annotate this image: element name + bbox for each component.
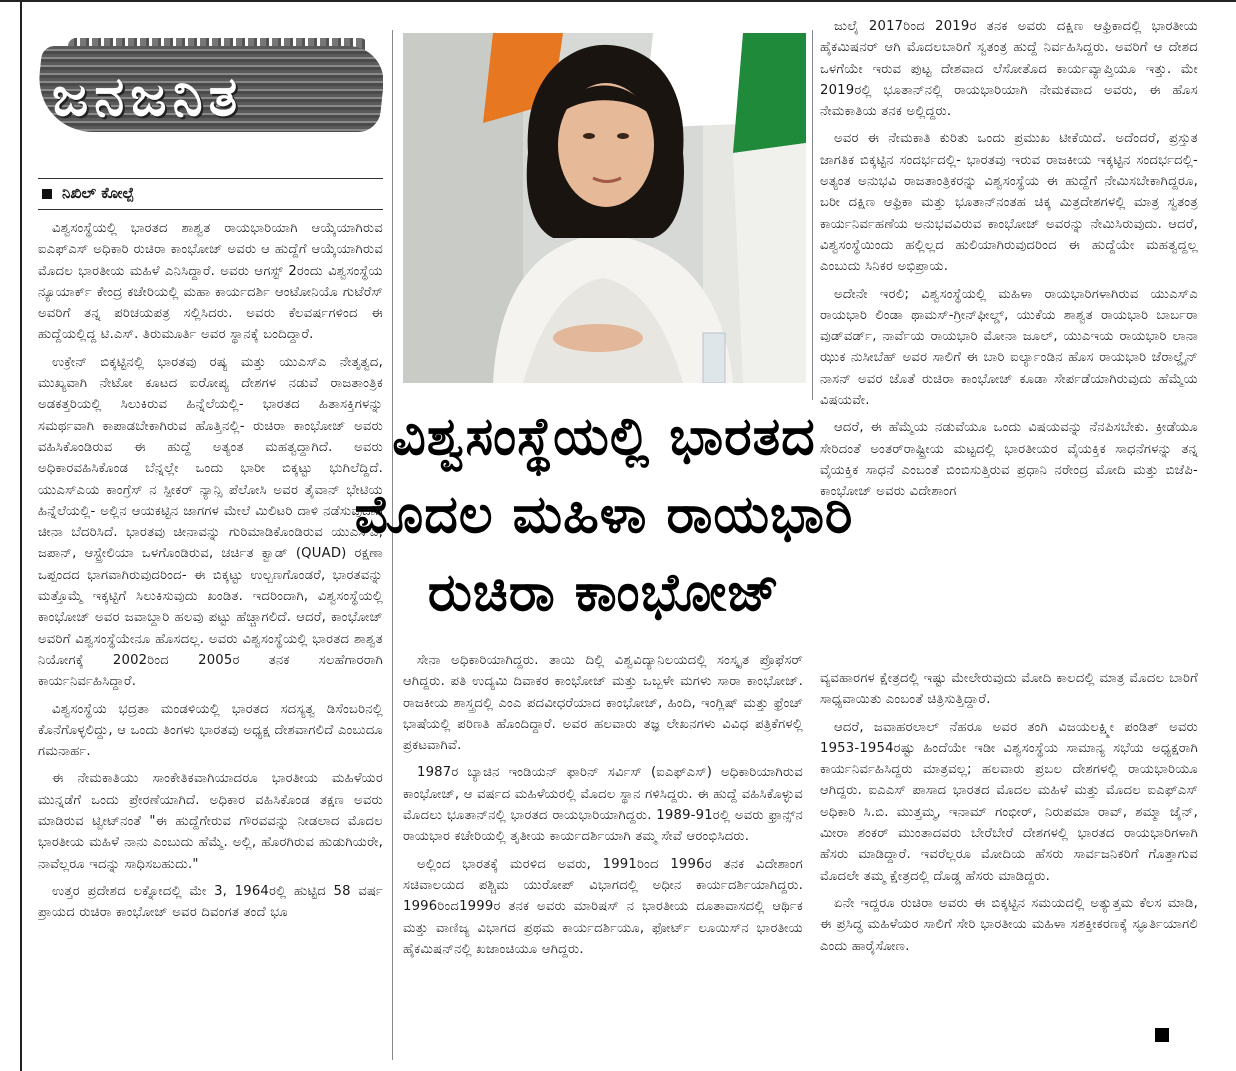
byline-bullet — [42, 189, 52, 199]
paragraph: ಜುಲೈ 2017ರಿಂದ 2019ರ ತನಕ ಅವರು ದಕ್ಷಿಣ ಆಫ್ರಿಕಾದಲ್ಲಿ ಭಾರತೀಯ ಹೈಕಮಿಷನರ್ ಆಗಿ ಮೊದಲಬಾರಿಗೆ ಸ್ವತಂತ್ರ ಹುದ್ದೆ ನಿರ್ವಹಿಸಿದ್ದರು. ಅವರಿಗೆ ಆ ದೇಶದ ಒಳಗೆಯೇ ಇರುವ ಪುಟ್ಟ ದೇಶವಾದ ಲೆಸೋತೊದ ಕಾರ್ಯವ್ಯಾಪ್ತಿಯೂ ಇತ್ತು. ಮೇ 2019ರಲ್ಲಿ ಭೂತಾನ್‌ನಲ್ಲಿ ರಾಯಭಾರಿಯಾಗಿ ನೇಮಕವಾದ ಅವರು, ಈ ಹೊಸ ನೇಮಕಾತಿಯ ತನಕ ಅಲ್ಲಿದ್ದರು. — [820, 19, 1198, 120]
left-border — [20, 0, 22, 1071]
paragraph: ಏನೇ ಇದ್ದರೂ ರುಚಿರಾ ಅವರು ಈ ಬಿಕ್ಕಟ್ಟಿನ ಸಮಯದಲ್ಲಿ ಅತ್ಯುತ್ತಮ ಕೆಲಸ ಮಾಡಿ, ಈ ಪ್ರಸಿದ್ಧ ಮಹಿಳೆಯರ ಸಾಲಿಗೆ ಸೇರಿ ಭಾರತೀಯ ಮಹಿಳಾ ಸಶಕ್ತೀಕರಣಕ್ಕೆ ಸ್ಫೂರ್ತಿಯಾಗಲಿ ಎಂದು ಹಾರೈಸೋಣ. — [820, 895, 1198, 954]
author-name: ನಿಖಿಲ್ ಕೋಲ್ಪೆ — [62, 184, 134, 202]
paragraph: ವಿಶ್ವಸಂಸ್ಥೆಯ ಭದ್ರತಾ ಮಂಡಳಿಯಲ್ಲಿ ಭಾರತದ ಸದಸ್ಯತ್ವ ಡಿಸೆಂಬರಿನಲ್ಲಿ ಕೊನೆಗೊಳ್ಳಲಿದ್ದು, ಆ ಒಂದು ತಿಂಗಳು ಭಾರತವು ಅಧ್ಯಕ್ಷ ದೇಶವಾಗಲಿದೆ ಎಂಬುದೂ ಗಮನಾರ್ಹ. — [38, 701, 383, 760]
section-masthead — [38, 36, 383, 146]
flag-green-band — [733, 33, 806, 153]
headline-line: ರುಚಿರಾ ಕಾಂಭೋಜ್ — [427, 563, 781, 623]
paragraph: ಈ ನೇಮಕಾತಿಯು ಸಾಂಕೇತಿಕವಾಗಿಯಾದರೂ ಭಾರತೀಯ ಮಹಿಳೆಯರ ಮುನ್ನಡೆಗೆ ಒಂದು ಪ್ರೇರಣೆಯಾಗಿದೆ. ಅಧಿಕಾರ ವಹಿಸಿಕೊಂಡ ತಕ್ಷಣ ಅವರು ಮಾಡಿರುವ ಟ್ವೀಟ್‌ನಂತೆ "ಈ ಹುದ್ದೆಗೇರುವ ಗೌರವವನ್ನು ನೀಡಲಾದ ಮೊದಲ ಭಾರತೀಯ ಮಹಿಳೆ ನಾನು ಎಂಬುದು ಹೆಮ್ಮೆ. ಅಲ್ಲಿ, ಹೊರಗಿರುವ ಹುಡುಗಿಯರೇ, ನಾವೆಲ್ಲರೂ ಇದನ್ನು ಸಾಧಿಸಬಹುದು." — [38, 771, 383, 872]
portrait-illustration — [403, 33, 806, 383]
paragraph: ಉಕ್ರೇನ್ ಬಿಕ್ಕಟ್ಟಿನಲ್ಲಿ ಭಾರತವು ರಷ್ಯ ಮತ್ತು ಯುಎಸ್‌ಎ ನೇತೃತ್ವದ, ಮುಖ್ಯವಾಗಿ ನೇಟೋ ಕೂಟದ ಐರೋಪ್ಯ ದೇಶಗಳ ನಡುವೆ ರಾಜತಾಂತ್ರಿಕ ಅಡಕತ್ತರಿಯಲ್ಲಿ ಸಿಲುಕಿರುವ ಹಿನ್ನೆಲೆಯಲ್ಲಿ- ಭಾರತದ ಹಿತಾಸಕ್ತಿಗಳನ್ನು ಸಮರ್ಥವಾಗಿ ಕಾಪಾಡಬೇಕಾಗಿರುವ ಹೊತ್ತಿನಲ್ಲಿ- ರುಚಿರಾ ಕಾಂಭೋಜ್ ಅವರು ವಹಿಸಿಕೊಂಡಿರುವ ಈ ಹುದ್ದೆ ಅತ್ಯಂತ ಮಹತ್ವದ್ದಾಗಿದೆ. ಅವರು ಅಧಿಕಾರವಹಿಸಿಕೊಂಡ ಬೆನ್ನಲ್ಲೇ ಒಂದು ಭಾರೀ ಬಿಕ್ಕಟ್ಟು ಭುಗಿಲೆದ್ದಿದೆ. ಯುಎಸ್‌ಎಯ ಕಾಂಗ್ರೆಸ್ ನ ಸ್ಪೀಕರ್ ನ್ಯಾನ್ಸಿ ಪೆಲೋಸಿ ಅವರ ತೈವಾನ್ ಭೇಟಿಯ ಹಿನ್ನೆಲೆಯಲ್ಲಿ- ಅಲ್ಲಿನ ಆಯಕಟ್ಟಿನ ಜಾಗಗಳ ಮೇಲೆ ಮಿಲಿಟರಿ ದಾಳಿ ನಡೆಸುವುದಾಗಿ ಚೀನಾ ಬೆದರಿಸಿದೆ. ಭಾರತವು ಚೀನಾವನ್ನು ಗುರಿಮಾಡಿಕೊಂಡಿರುವ ಯುಎಸ್‌ಎ, ಜಪಾನ್, ಆಸ್ಟ್ರೇಲಿಯಾ ಒಳಗೊಂಡಿರುವ, ಚರ್ಚಿತ ಕ್ವಾಡ್ (QUAD) ರಕ್ಷಣಾ ಒಪ್ಪಂದದ ಭಾಗವಾಗಿರುವುದರಿಂದ- ಈ ಬಿಕ್ಕಟ್ಟು ಉಲ್ಬಣಗೊಂಡರೆ, ಭಾರತವನ್ನು ಮತ್ತೊಮ್ಮೆ ಇಕ್ಕಟ್ಟಿಗೆ ಸಿಲುಕಿಸುವುದು ಖಂಡಿತ. ಇದರಿಂದಾಗಿ, ವಿಶ್ವಸಂಸ್ಥೆಯಲ್ಲಿ ಕಾಂಭೋಜ್ ಅವರ ಜವಾಬ್ದಾರಿ ಹಲವು ಪಟ್ಟು ಹೆಚ್ಚಾಗಲಿದೆ. ಆದರೆ, ಕಾಂಭೋಜ್ ಅವರಿಗೆ ವಿಶ್ವಸಂಸ್ಥೆಯೇನೂ ಹೊಸದಲ್ಲ. ಅವರು ವಿಶ್ವಸಂಸ್ಥೆಯಲ್ಲಿ ಭಾರತದ ಶಾಶ್ವತ ನಿಯೋಗಕ್ಕೆ 2002ರಿಂದ 2005ರ ತನಕ ಸಲಹೆಗಾರರಾಗಿ ಕಾರ್ಯನಿರ್ವಹಿಸಿದ್ದಾರೆ. — [38, 354, 383, 690]
top-border — [0, 0, 1236, 2]
paragraph: 1987ರ ಬ್ಯಾಚಿನ ಇಂಡಿಯನ್ ಫಾರಿನ್ ಸರ್ವಿಸ್ (ಐಎಫ್‌ಎಸ್) ಅಧಿಕಾರಿಯಾಗಿರುವ ಕಾಂಭೋಜ್, ಆ ವರ್ಷದ ಮಹಿಳೆಯರಲ್ಲಿ ಮೊದಲ ಸ್ಥಾನ ಗಳಿಸಿದ್ದರು. ಈ ಹುದ್ದೆ ವಹಿಸಿಕೊಳ್ಳುವ ಮೊದಲು ಭೂತಾನ್‌ನಲ್ಲಿ ಭಾರತದ ರಾಯಭಾರಿಯಾಗಿದ್ದರು. 1989-91ರಲ್ಲಿ ಅವರು ಫ್ರಾನ್ಸ್‌ನ ರಾಯಭಾರ ಕಚೇರಿಯಲ್ಲಿ ತೃತೀಯ ಕಾರ್ಯದರ್ಶಿಯಾಗಿ ತಮ್ಮ ಸೇವೆ ಆರಂಭಿಸಿದರು. — [403, 765, 803, 845]
paragraph: ಆದರೆ, ಈ ಹೆಮ್ಮೆಯ ನಡುವೆಯೂ ಒಂದು ವಿಷಯವನ್ನು ನೆನಪಿಸಬೇಕು. ಕ್ರೀಡೆಯೂ ಸೇರಿದಂತೆ ಅಂತರ್‌ರಾಷ್ಟ್ರೀಯ ಮಟ್ಟದಲ್ಲಿ ಭಾರತೀಯರ ವೈಯಕ್ತಿಕ ಸಾಧನೆಗಳನ್ನು ತನ್ನ ವೈಯಕ್ತಿಕ ಸಾಧನೆ ಎಂಬಂತೆ ಬಿಂಬಿಸುತ್ತಿರುವ ಪ್ರಧಾನಿ ನರೇಂದ್ರ ಮೋದಿ ಮತ್ತು ಬಿಜೆಪಿ- ಕಾಂಭೋಜ್ ಅವರು ವಿದೇಶಾಂಗ — [820, 420, 1198, 500]
paragraph: ಅವರ ಈ ನೇಮಕಾತಿ ಕುರಿತು ಒಂದು ಪ್ರಮುಖ ಟೀಕೆಯಿದೆ. ಅದೆಂದರೆ, ಪ್ರಸ್ತುತ ಜಾಗತಿಕ ಬಿಕ್ಕಟ್ಟಿನ ಸಂದರ್ಭದಲ್ಲಿ- ಭಾರತವು ಇರುವ ರಾಜಕೀಯ ಇಕ್ಕಟ್ಟಿನ ಸಂದರ್ಭದಲ್ಲಿ- ಅತ್ಯಂತ ಅನುಭವಿ ರಾಜತಾಂತ್ರಿಕರನ್ನು ವಿಶ್ವಸಂಸ್ಥೆಯ ಈ ಹುದ್ದೆಗೆ ನೇಮಿಸಬೇಕಾಗಿದ್ದರೂ, ಬರೀ ದಕ್ಷಿಣ ಆಫ್ರಿಕಾ ಮತ್ತು ಭೂತಾನ್‌ನಂತಹ ಚಿಕ್ಕ ಮಿತ್ರದೇಶಗಳಲ್ಲಿ ಮಾತ್ರ ಸ್ವತಂತ್ರ ಕಾರ್ಯನಿರ್ವಹಣೆಯ ಅನುಭವವಿರುವ ಕಾಂಭೋಜ್ ಅವರನ್ನು ನೇಮಿಸಿರುವುದು. ಆದರೆ, ವಿಶ್ವಸಂಸ್ಥೆಯಿಂದು ಹಲ್ಲಿಲ್ಲದ ಹುಲಿಯಾಗಿರುವುದರಿಂದ ಈ ಹುದ್ದೆಯೇ ಮಹತ್ವದ್ದಲ್ಲ ಎಂಬುದು ಸಿನಿಕರ ಅಭಿಪ್ರಾಯ. — [820, 131, 1198, 275]
headline — [298, 398, 910, 636]
masthead-title: ಜನಜನಿತ — [52, 64, 244, 128]
paragraph: ವಿಶ್ವಸಂಸ್ಥೆಯಲ್ಲಿ ಭಾರತದ ಶಾಶ್ವತ ರಾಯಭಾರಿಯಾಗಿ ಆಯ್ಕೆಯಾಗಿರುವ ಐಎಫ್‌ಎಸ್ ಅಧಿಕಾರಿ ರುಚಿರಾ ಕಾಂಭೋಜ್ ಅವರು ಆ ಹುದ್ದೆಗೆ ಆಯ್ಕೆಯಾಗಿರುವ ಮೊದಲ ಭಾರತೀಯ ಮಹಿಳೆ ಎನಿಸಿದ್ದಾರೆ. ಅವರು ಆಗಸ್ಟ್ 2ರಂದು ವಿಶ್ವಸಂಸ್ಥೆಯ ನ್ಯೂಯಾರ್ಕ್ ಕೇಂದ್ರ ಕಚೇರಿಯಲ್ಲಿ ಮಹಾ ಕಾರ್ಯದರ್ಶಿ ಆಂಟೋನಿಯೊ ಗುಟೆರೆಸ್ ಅವರಿಗೆ ತನ್ನ ಪರಿಚಯಪತ್ರ ಸಲ್ಲಿಸಿದರು. ಅವರು ಕೆಲವರ್ಷಗಳಿಂದ ಈ ಹುದ್ದೆಯಲ್ಲಿದ್ದ ಟಿ.ಎಸ್. ತಿರುಮೂರ್ತಿ ಅವರ ಸ್ಥಾನಕ್ಕೆ ಬಂದಿದ್ದಾರೆ. — [38, 221, 383, 343]
paragraph: ಸೇನಾ ಅಧಿಕಾರಿಯಾಗಿದ್ದರು. ತಾಯಿ ದಿಲ್ಲಿ ವಿಶ್ವವಿದ್ಯಾನಿಲಯದಲ್ಲಿ ಸಂಸ್ಕೃತ ಪ್ರೊಫೆಸರ್ ಆಗಿದ್ದರು. ಪತಿ ಉದ್ಯಮಿ ದಿವಾಕರ ಕಾಂಭೋಜ್ ಮತ್ತು ಒಬ್ಬಳೇ ಮಗಳು ಸಾರಾ ಕಾಂಭೋಜ್. ರಾಜಕೀಯ ಶಾಸ್ತ್ರದಲ್ಲಿ ಎಂಎ ಪದವೀಧರೆಯಾದ ಕಾಂಭೋಜ್, ಹಿಂದಿ, ಇಂಗ್ಲಿಷ್ ಮತ್ತು ಫ್ರೆಂಚ್ ಭಾಷೆಯಲ್ಲಿ ಪರಿಣತಿ ಹೊಂದಿದ್ದಾರೆ. ಅವರ ಹಲವಾರು ತಜ್ಞ ಲೇಖನಗಳು ವಿವಿಧ ಪತ್ರಿಕೆಗಳಲ್ಲಿ ಪ್ರಕಟವಾಗಿವೆ. — [403, 653, 803, 754]
paragraph: ಅಲ್ಲಿಂದ ಭಾರತಕ್ಕೆ ಮರಳಿದ ಅವರು, 1991ರಿಂದ 1996ರ ತನಕ ವಿದೇಶಾಂಗ ಸಚಿವಾಲಯದ ಪಶ್ಚಿಮ ಯುರೋಪ್ ವಿಭಾಗದಲ್ಲಿ ಅಧೀನ ಕಾರ್ಯದರ್ಶಿಯಾಗಿದ್ದರು. 1996ರಿಂದ1999ರ ತನಕ ಅವರು ಮಾರಿಷಸ್ ನ ಭಾರತೀಯ ದೂತಾವಾಸದಲ್ಲಿ ಆರ್ಥಿಕ ಮತ್ತು ವಾಣಿಜ್ಯ ವಿಭಾಗದ ಪ್ರಥಮ ಕಾರ್ಯದರ್ಶಿಯೂ, ಫೋರ್ಟ್ ಲೂಯಿಸ್‌ನ ಭಾರತೀಯ ಹೈಕಮಿಷನ್‌ನಲ್ಲಿ ಖಜಾಂಚಿಯೂ ಆಗಿದ್ದರು. — [403, 856, 803, 957]
right-column-divider — [812, 30, 813, 400]
column-middle — [403, 650, 803, 1050]
column-right-top — [820, 16, 1198, 666]
column-left — [38, 218, 383, 1038]
paragraph: ಅದೇನೇ ಇರಲಿ; ವಿಶ್ವಸಂಸ್ಥೆಯಲ್ಲಿ ಮಹಿಳಾ ರಾಯಭಾರಿಗಳಾಗಿರುವ ಯುಎಸ್‌ಎ ರಾಯಭಾರಿ ಲಿಂಡಾ ಥಾಮಸ್-ಗ್ರೀನ್‌ಫೀಲ್ಡ್, ಯುಕೆಯ ಶಾಶ್ವತ ರಾಯಭಾರಿ ಬಾರ್ಬರಾ ವುಡ್‌ವರ್ಡ್, ನಾರ್ವೆಯ ರಾಯಭಾರಿ ಮೋನಾ ಜೂಲ್, ಯುಎಇಯ ರಾಯಭಾರಿ ಲಾನಾ ಝುಕ ನುಸೀಬೆಹ್ ಅವರ ಸಾಲಿಗೆ ಈ ಬಾರಿ ಐರ್ಲ್ಯಾಂಡಿನ ಹೊಸ ರಾಯಭಾರಿ ಜೆರಾಲ್ಡೈನ್ ನಾಸನ್ ಅವರ ಜೊತೆ ರುಚಿರಾ ಕಾಂಭೋಜ್ ಕೂಡಾ ಸೇರ್ಪಡೆಯಾಗಿರುವುದು ಹೆಮ್ಮೆಯ ವಿಷಯವೇ. — [820, 286, 1198, 409]
paragraph: ಆದರೆ, ಜವಾಹರಲಾಲ್ ನೆಹರೂ ಅವರ ತಂಗಿ ವಿಜಯಲಕ್ಷ್ಮೀ ಪಂಡಿತ್ ಅವರು 1953-1954ರಷ್ಟು ಹಿಂದೆಯೇ ಇಡೀ ವಿಶ್ವಸಂಸ್ಥೆಯ ಸಾಮಾನ್ಯ ಸಭೆಯ ಅಧ್ಯಕ್ಷರಾಗಿ ಕಾರ್ಯನಿರ್ವಹಿಸಿದ್ದರು ಮಾತ್ರವಲ್ಲ; ಹಲವಾರು ಪ್ರಬಲ ದೇಶಗಳಲ್ಲಿ ರಾಯಭಾರಿಯೂ ಆಗಿದ್ದರು. ಐಎಎಸ್ ಪಾಸಾದ ಭಾರತದ ಮೊದಲ ಮಹಿಳೆ ಮತ್ತು ಮೊದಲ ಐಎಫ್‌ಎಸ್ ಅಧಿಕಾರಿ ಸಿ.ಬಿ. ಮುತ್ತಮ್ಮ, ಇನಾಮ್ ಗಂಭೀರ್, ನಿರುಪಮಾ ರಾವ್, ಶಮ್ಮಾ ಜೈನ್, ಮೀರಾ ಶಂಕರ್ ಮುಂತಾದವರು ಬೇರೆಬೇರೆ ದೇಶಗಳಲ್ಲಿ ಭಾರತದ ರಾಯಭಾರಿಗಳಾಗಿ ಹೆಸರು ಮಾಡಿದ್ದಾರೆ. ಇವರೆಲ್ಲರೂ ಮೋದಿಯ ಹೆಸರು ಸಾರ್ವಜನಿಕರಿಗೆ ಗೊತ್ತಾಗುವ ಮೊದಲೇ ತಮ್ಮ ಕ್ಷೇತ್ರದಲ್ಲಿ ದೊಡ್ಡ ಹೆಸರು ಮಾಡಿದ್ದರು. — [820, 719, 1198, 884]
paragraph: ವ್ಯವಹಾರಗಳ ಕ್ಷೇತ್ರದಲ್ಲಿ ಇಷ್ಟು ಮೇಲೇರುವುದು ಮೋದಿ ಕಾಲದಲ್ಲಿ ಮಾತ್ರ ಮೊದಲ ಬಾರಿಗೆ ಸಾಧ್ಯವಾಯಿತು ಎಂಬಂತೆ ಚಿತ್ರಿಸುತ್ತಿದ್ದಾರೆ. — [820, 671, 1198, 708]
byline — [38, 178, 383, 210]
headline-line: ಮೊದಲ ಮಹಿಳಾ ರಾಯಭಾರಿ — [354, 485, 854, 545]
portrait-photo — [403, 33, 806, 383]
paragraph: ಉತ್ತರ ಪ್ರದೇಶದ ಲಕ್ನೋದಲ್ಲಿ ಮೇ 3, 1964ರಲ್ಲಿ ಹುಟ್ಟಿದ 58 ವರ್ಷ ಪ್ರಾಯದ ರುಚಿರಾ ಕಾಂಭೋಜ್ ಅವರ ದಿವಂಗತ ತಂದೆ ಭೂ — [38, 883, 383, 921]
headline-line: ವಿಶ್ವಸಂಸ್ಥೆಯಲ್ಲಿ ಭಾರತದ — [392, 407, 816, 467]
end-mark — [1155, 1028, 1169, 1042]
column-right-bottom — [820, 668, 1198, 1018]
